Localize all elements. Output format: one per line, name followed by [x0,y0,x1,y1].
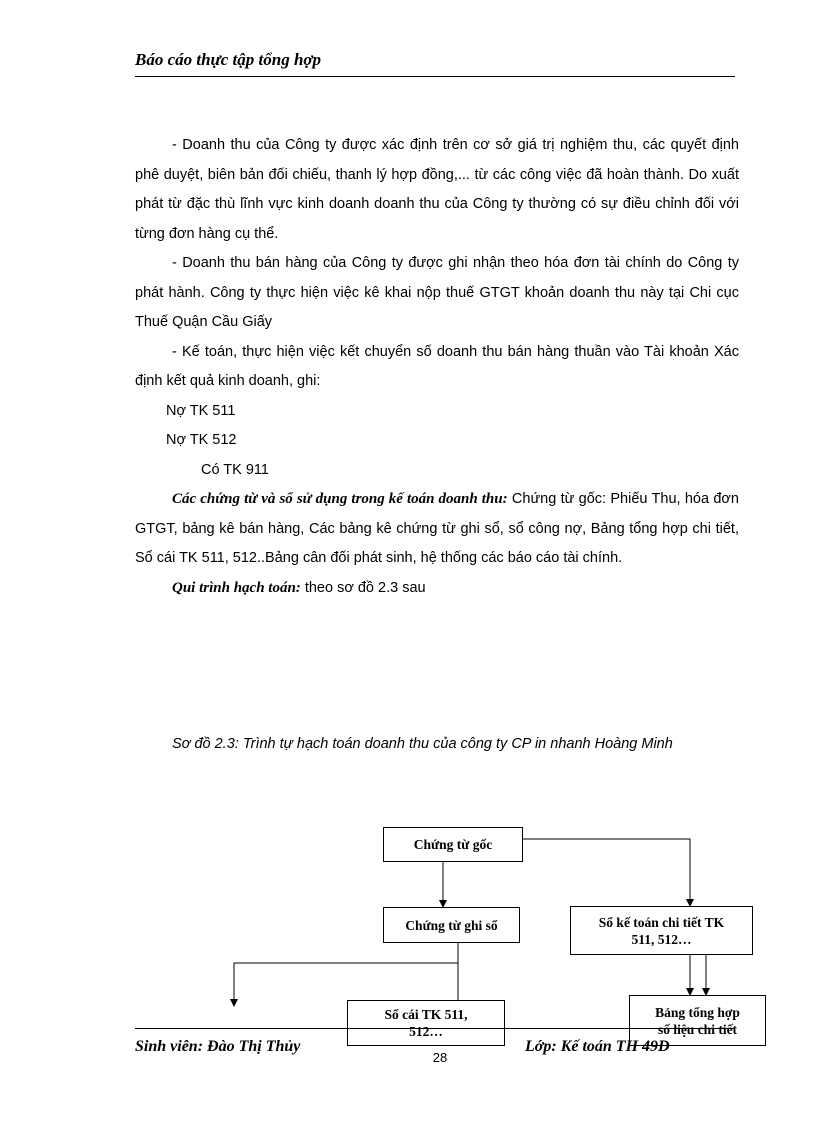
diagram-caption: Sơ đồ 2.3: Trình tự hạch toán doanh thu của công ty CP in nhanh Hoàng Minh [172,736,673,752]
box-source-documents [383,827,523,862]
footer-rule [135,1028,735,1029]
box-source-label: Chứng từ gốc [413,837,493,852]
page-number: 28 [432,1050,448,1065]
box-summary-line-1: Bảng tổng hợp [655,1004,740,1020]
header-title: Báo cáo thực tập tổng hợp [135,50,322,69]
process-text: theo sơ đồ 2.3 sau [300,579,426,596]
box-detail-ledger [570,906,753,955]
box-detail-line-2: 511, 512… [631,931,692,947]
box-detail-line-1: Sổ kế toán chi tiết TK [598,914,725,930]
entry-debit-511: Nợ TK 511 [166,402,236,419]
box-ledger-line-2: 512… [409,1024,443,1039]
box-voucher-label: Chứng từ ghi sổ [405,917,498,933]
paragraph-revenue-invoice: - Doanh thu bán hàng của Công ty được ghi nhận theo hóa đơn tài chính do Công ty phát hành. Công ty thực hiện việc kê khai nộp thuế GTGT khoản doanh thu này tại Chi cục Thuế Quận Cầu Giấy [135,255,739,330]
box-recording-voucher [383,907,520,943]
box-ledger-line-1: Sổ cái TK 511, [384,1007,468,1022]
entry-debit-512: Nợ TK 512 [166,432,237,448]
paragraph-transfer: - Kế toán, thực hiện việc kết chuyển số doanh thu bán hàng thuần vào Tài khoản Xác định kết quả kinh doanh, ghi: [135,343,739,389]
box-summary-line-2: số liệu chi tiết [657,1021,738,1037]
box-general-ledger [347,1000,505,1046]
entry-credit-911: Có TK 911 [201,461,269,478]
arrow-source-to-detail [522,839,690,906]
documents-label: Các chứng từ và sổ sử dụng trong kế toán doanh thu: [172,491,508,507]
footer-student: Sinh viên: Đào Thị Thủy [135,1038,301,1055]
paragraph-revenue-basis: - Doanh thu của Công ty được xác định trên cơ sở giá trị nghiệm thu, các quyết định phê duyệt, biên bản đối chiếu, thanh lý hợp đồng,... từ các công việc đã hoàn thành. Do xuất phát từ đặc thù lĩnh vực kinh doanh doanh thu của Công ty thường có sự điều chỉnh đối với từng đơn hàng cụ thể. [135,137,739,242]
documents-text: Chứng từ gốc: Phiếu Thu, hóa đơn GTGT, bảng kê bán hàng, Các bảng kê chứng từ ghi sổ, sổ công nợ, Bảng tổng hợp chi tiết, Sổ cái TK 511, 512..Bảng cân đối phát sinh, hệ thống các báo cáo tài chính. [135,491,739,566]
process-label: Qui trình hạch toán: [172,579,301,596]
footer-class: Lớp: Kế toán TH 49D [525,1038,670,1055]
